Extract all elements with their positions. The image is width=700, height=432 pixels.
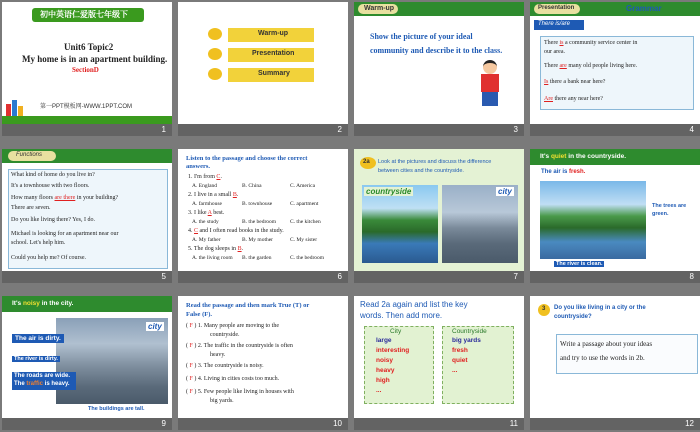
option: C. the kitchen (290, 219, 321, 225)
slide-2[interactable] (178, 2, 348, 136)
caption-traffic: The traffic is heavy. (14, 381, 70, 387)
slide-number-bar (530, 271, 700, 283)
tag-label: Warm-up (364, 5, 395, 12)
option: B. townhouse (242, 201, 273, 207)
option: C. apartment (290, 201, 319, 207)
question-5: 5. The dog sleeps in B. (188, 246, 244, 252)
slide-10[interactable] (178, 296, 348, 430)
city-label: city (498, 187, 512, 196)
slide-number-bar (2, 418, 172, 430)
instruction-line-2: community and describe it to the class. (370, 46, 503, 55)
question-3: 3. I like A best. (188, 210, 225, 216)
grammar-heading: Grammar (626, 4, 662, 13)
option: A. England (192, 183, 218, 189)
caption-river: The river is dirty. (14, 356, 58, 362)
caption-buildings: The buildings are tall. (88, 406, 145, 412)
function-row: How many floors are there in your building? (11, 195, 119, 201)
function-row: Do you like living there? Yes, I do. (11, 217, 95, 223)
countryside-word: ... (452, 367, 458, 374)
menu-item-label: Warm-up (258, 30, 289, 37)
slide-heading: It's noisy in the city. (12, 300, 74, 307)
grammar-line-5: Are there any near here? (544, 96, 603, 102)
activity-badge-text: 2a (363, 159, 370, 165)
tf-item-3: ( F ) 3. The countryside is noisy. (186, 363, 264, 369)
slide-4[interactable] (530, 2, 700, 136)
tf-item-1-cont: countryside. (210, 332, 240, 338)
slide-number-bar (178, 418, 348, 430)
option: A. My father (192, 237, 221, 243)
question-line-1: Do you like living in a city or the (554, 305, 646, 311)
instruction-line-1: Show the picture of your ideal (370, 32, 473, 41)
slide-number: 2 (337, 125, 342, 134)
writing-prompt-1: Write a passage about your ideas (560, 340, 653, 348)
tag-label: Presentation (538, 5, 575, 11)
grammar-line-1: There is a community service center in (544, 40, 638, 46)
menu-item-label: Summary (258, 70, 290, 77)
tf-item-5: ( F ) 5. Few people like living in houses with (186, 389, 294, 395)
tf-item-1: ( F ) 1. Many people are moving to the (186, 323, 279, 329)
function-row: It's a townhouse with two floors. (11, 183, 90, 189)
question-2: 2. I live in a small B. (188, 192, 239, 198)
slide-number: 11 (509, 419, 518, 428)
tf-item-4: ( F ) 4. Living in cities costs too much. (186, 376, 280, 382)
option: A. the study (192, 219, 219, 225)
instruction-line-2: words. Then add more. (360, 311, 443, 320)
slide-title: My home is in an apartment building. (22, 54, 168, 64)
caption-trees: The trees are (652, 203, 687, 209)
instruction-line-2: False (F). (186, 311, 212, 318)
tf-item-2-cont: heavy. (210, 352, 226, 358)
option: B. the bedroom (242, 219, 277, 225)
slide-5[interactable] (2, 149, 172, 283)
slide-number: 9 (161, 419, 166, 428)
city-word: high (376, 377, 390, 384)
slide-number: 4 (689, 125, 694, 134)
slide-number: 3 (513, 125, 518, 134)
slide-6[interactable] (178, 149, 348, 283)
menu-item-label: Presentation (252, 50, 295, 57)
city-column-header: City (390, 328, 402, 335)
option: B. the garden (242, 255, 272, 261)
instruction-line-2: answers. (186, 163, 211, 170)
slide-heading: It's quiet in the countryside. (540, 153, 627, 160)
question-line-2: countryside? (554, 314, 592, 320)
function-row: school. Let's help him. (11, 240, 66, 246)
slide-7[interactable] (354, 149, 524, 283)
tag-label: Functions (16, 152, 43, 158)
slide-number-bar (530, 124, 700, 136)
city-word: ... (376, 387, 382, 394)
countryside-word: fresh (452, 347, 468, 354)
option: A. farmhouse (192, 201, 222, 207)
city-word: interesting (376, 347, 410, 354)
option: B. China (242, 183, 262, 189)
slide-number-bar (178, 124, 348, 136)
slide-number: 1 (161, 125, 166, 134)
unit-label: Unit6 Topic2 (64, 42, 114, 52)
slide-12[interactable] (530, 296, 700, 430)
caption-air: The air is fresh. (541, 169, 586, 175)
slide-9[interactable] (2, 296, 172, 430)
city-photo (442, 185, 518, 263)
caption-river: The river is clean. (556, 261, 603, 267)
grammar-line-4: Is there a bank near here? (544, 79, 606, 85)
tf-item-2: ( F ) 2. The traffic in the countryside is often (186, 343, 293, 349)
activity-badge-text: 3 (542, 306, 546, 312)
countryside-label: countryside (366, 187, 412, 196)
grammar-line-3: There are many old people living here. (544, 63, 638, 69)
slide-number: 5 (161, 272, 166, 281)
instruction-line-1: Read 2a again and list the key (360, 300, 468, 309)
caption-green: green. (652, 211, 669, 217)
slide-8[interactable] (530, 149, 700, 283)
option: B. My mother (242, 237, 274, 243)
city-word: heavy (376, 367, 395, 374)
slide-11[interactable] (354, 296, 524, 430)
city-word: large (376, 337, 392, 344)
green-stripe (2, 116, 172, 124)
tf-item-5-cont: big yards. (210, 398, 234, 404)
caption-roads: The roads are wide. (14, 373, 71, 379)
function-row: Michael is looking for an apartment near our (11, 231, 119, 237)
instruction-line-1: Look at the pictures and discuss the difference (378, 159, 492, 165)
menu-icon-2 (208, 48, 222, 60)
slide-number-bar (178, 271, 348, 283)
menu-icon-3 (208, 68, 222, 80)
slide-number-bar (2, 271, 172, 283)
landscape-photo (540, 181, 646, 259)
instruction-line-1: Read the passage and then mark True (T) or (186, 302, 310, 309)
instruction-line-2: between cities and the countryside. (378, 168, 464, 174)
slide-number: 12 (685, 419, 694, 428)
countryside-word: big yards (452, 337, 481, 344)
countryside-word: quiet (452, 357, 468, 364)
option: C. the bedroom (290, 255, 325, 261)
option: A. the living room (192, 255, 233, 261)
countryside-column-header: Countryside (452, 328, 487, 335)
title-badge-text: 初中英语仁爱版七年级下 (40, 10, 128, 19)
city-label: city (148, 322, 162, 331)
question-1: 1. I'm from C. (188, 174, 222, 180)
slide-number-bar (354, 271, 524, 283)
slide-3[interactable] (354, 2, 524, 136)
option: C. My sister (290, 237, 318, 243)
caption-air: The air is dirty. (12, 334, 64, 343)
writing-prompt-2: and try to use the words in 2b. (560, 354, 645, 362)
menu-icon-1 (208, 28, 222, 40)
slide-number-bar (354, 124, 524, 136)
section-label: SectionD (72, 66, 99, 74)
question-4: 4. C and I often read books in the study. (188, 228, 284, 234)
slide-number-bar (354, 418, 524, 430)
slide-number: 7 (513, 272, 518, 281)
slide-1[interactable] (2, 2, 172, 136)
slide-number: 10 (333, 419, 342, 428)
slide-number-bar (530, 418, 700, 430)
function-row: There are seven. (11, 205, 51, 211)
subheading: There is/are (538, 21, 571, 27)
countryside-photo (362, 185, 438, 263)
option: C. America (290, 183, 316, 189)
city-word: noisy (376, 357, 393, 364)
boy-illustration-icon (476, 60, 504, 112)
slide-number-bar (2, 124, 172, 136)
instruction-line-1: Listen to the passage and choose the correct (186, 155, 308, 162)
slide-number: 8 (689, 272, 694, 281)
footer-text: 第一PPT模板网-WWW.1PPT.COM (40, 104, 132, 110)
slide-number: 6 (337, 272, 342, 281)
function-row: What kind of home do you live in? (11, 172, 95, 178)
city-column (364, 326, 434, 404)
function-row: Could you help me? Of course. (11, 255, 86, 261)
grammar-line-2: our area. (544, 49, 565, 55)
